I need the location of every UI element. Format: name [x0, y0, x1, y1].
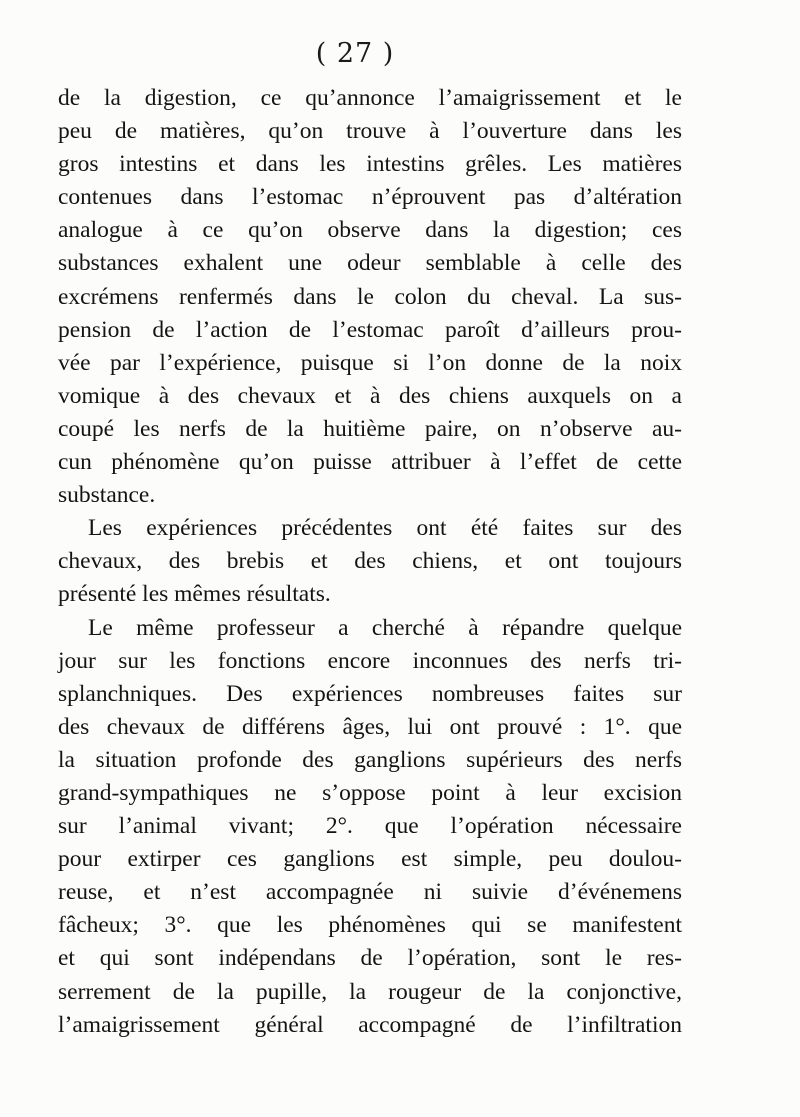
- text-line: Le même professeur a cherché à répandre quelque: [88, 614, 682, 641]
- text-line: jour sur les fonctions encore inconnues des nerfs tri-: [58, 647, 682, 674]
- text-line: substances exhalent une odeur semblable à celle des: [58, 250, 682, 277]
- text-line: Les expériences précédentes ont été faites sur des: [88, 515, 682, 542]
- text-line: pension de l’action de l’estomac paroît d’ailleurs prou-: [58, 316, 682, 343]
- text-line: peu de matières, qu’on trouve à l’ouverture dans les: [58, 118, 682, 145]
- text-line: cun phénomène qu’on puisse attribuer à l’effet de cette: [58, 449, 682, 476]
- text-line: vée par l’expérience, puisque si l’on donne de la noix: [58, 349, 682, 376]
- text-line: de la digestion, ce qu’annonce l’amaigrissement et le: [58, 85, 682, 111]
- paragraph-3: [58, 612, 682, 1042]
- text-line: reuse, et n’est accompagnée ni suivie d’événemens: [58, 879, 682, 906]
- text-line: la situation profonde des ganglions supérieurs des nerfs: [58, 746, 682, 773]
- text-line: gros intestins et dans les intestins grêles. Les matières: [58, 151, 682, 178]
- text-line: présenté les mêmes résultats.: [58, 581, 331, 608]
- paragraph-1: [58, 82, 682, 512]
- text-line: et qui sont indépendans de l’opération, sont le res-: [58, 945, 682, 972]
- text-line: grand-sympathiques ne s’oppose point à leur excision: [58, 779, 682, 806]
- text-line: excrémens renfermés dans le colon du cheval. La sus-: [58, 283, 682, 310]
- text-line: vomique à des chevaux et à des chiens auxquels on a: [58, 382, 682, 409]
- text-line: fâcheux; 3°. que les phénomènes qui se manifestent: [58, 912, 682, 939]
- text-line: chevaux, des brebis et des chiens, et ont toujours: [58, 548, 682, 575]
- text-line: serrement de la pupille, la rougeur de la conjonctive,: [58, 978, 682, 1005]
- text-line: analogue à ce qu’on observe dans la digestion; ces: [58, 217, 682, 244]
- text-line: l’amaigrissement général accompagné de l’infiltration: [58, 1011, 682, 1038]
- text-line: sur l’animal vivant; 2°. que l’opération nécessaire: [58, 813, 682, 840]
- body-text: [58, 82, 682, 1042]
- text-line: substance.: [58, 482, 156, 509]
- text-line: coupé les nerfs de la huitième paire, on n’observe au-: [58, 415, 682, 442]
- page-number: ( 27 ): [315, 38, 395, 69]
- text-line: splanchniques. Des expériences nombreuses faites sur: [58, 680, 682, 707]
- text-line: des chevaux de différens âges, lui ont prouvé : 1°. que: [58, 713, 682, 740]
- text-line: pour extirper ces ganglions est simple, peu doulou-: [58, 846, 682, 873]
- paragraph-2: [58, 512, 682, 611]
- text-line: contenues dans l’estomac n’éprouvent pas d’altération: [58, 184, 682, 211]
